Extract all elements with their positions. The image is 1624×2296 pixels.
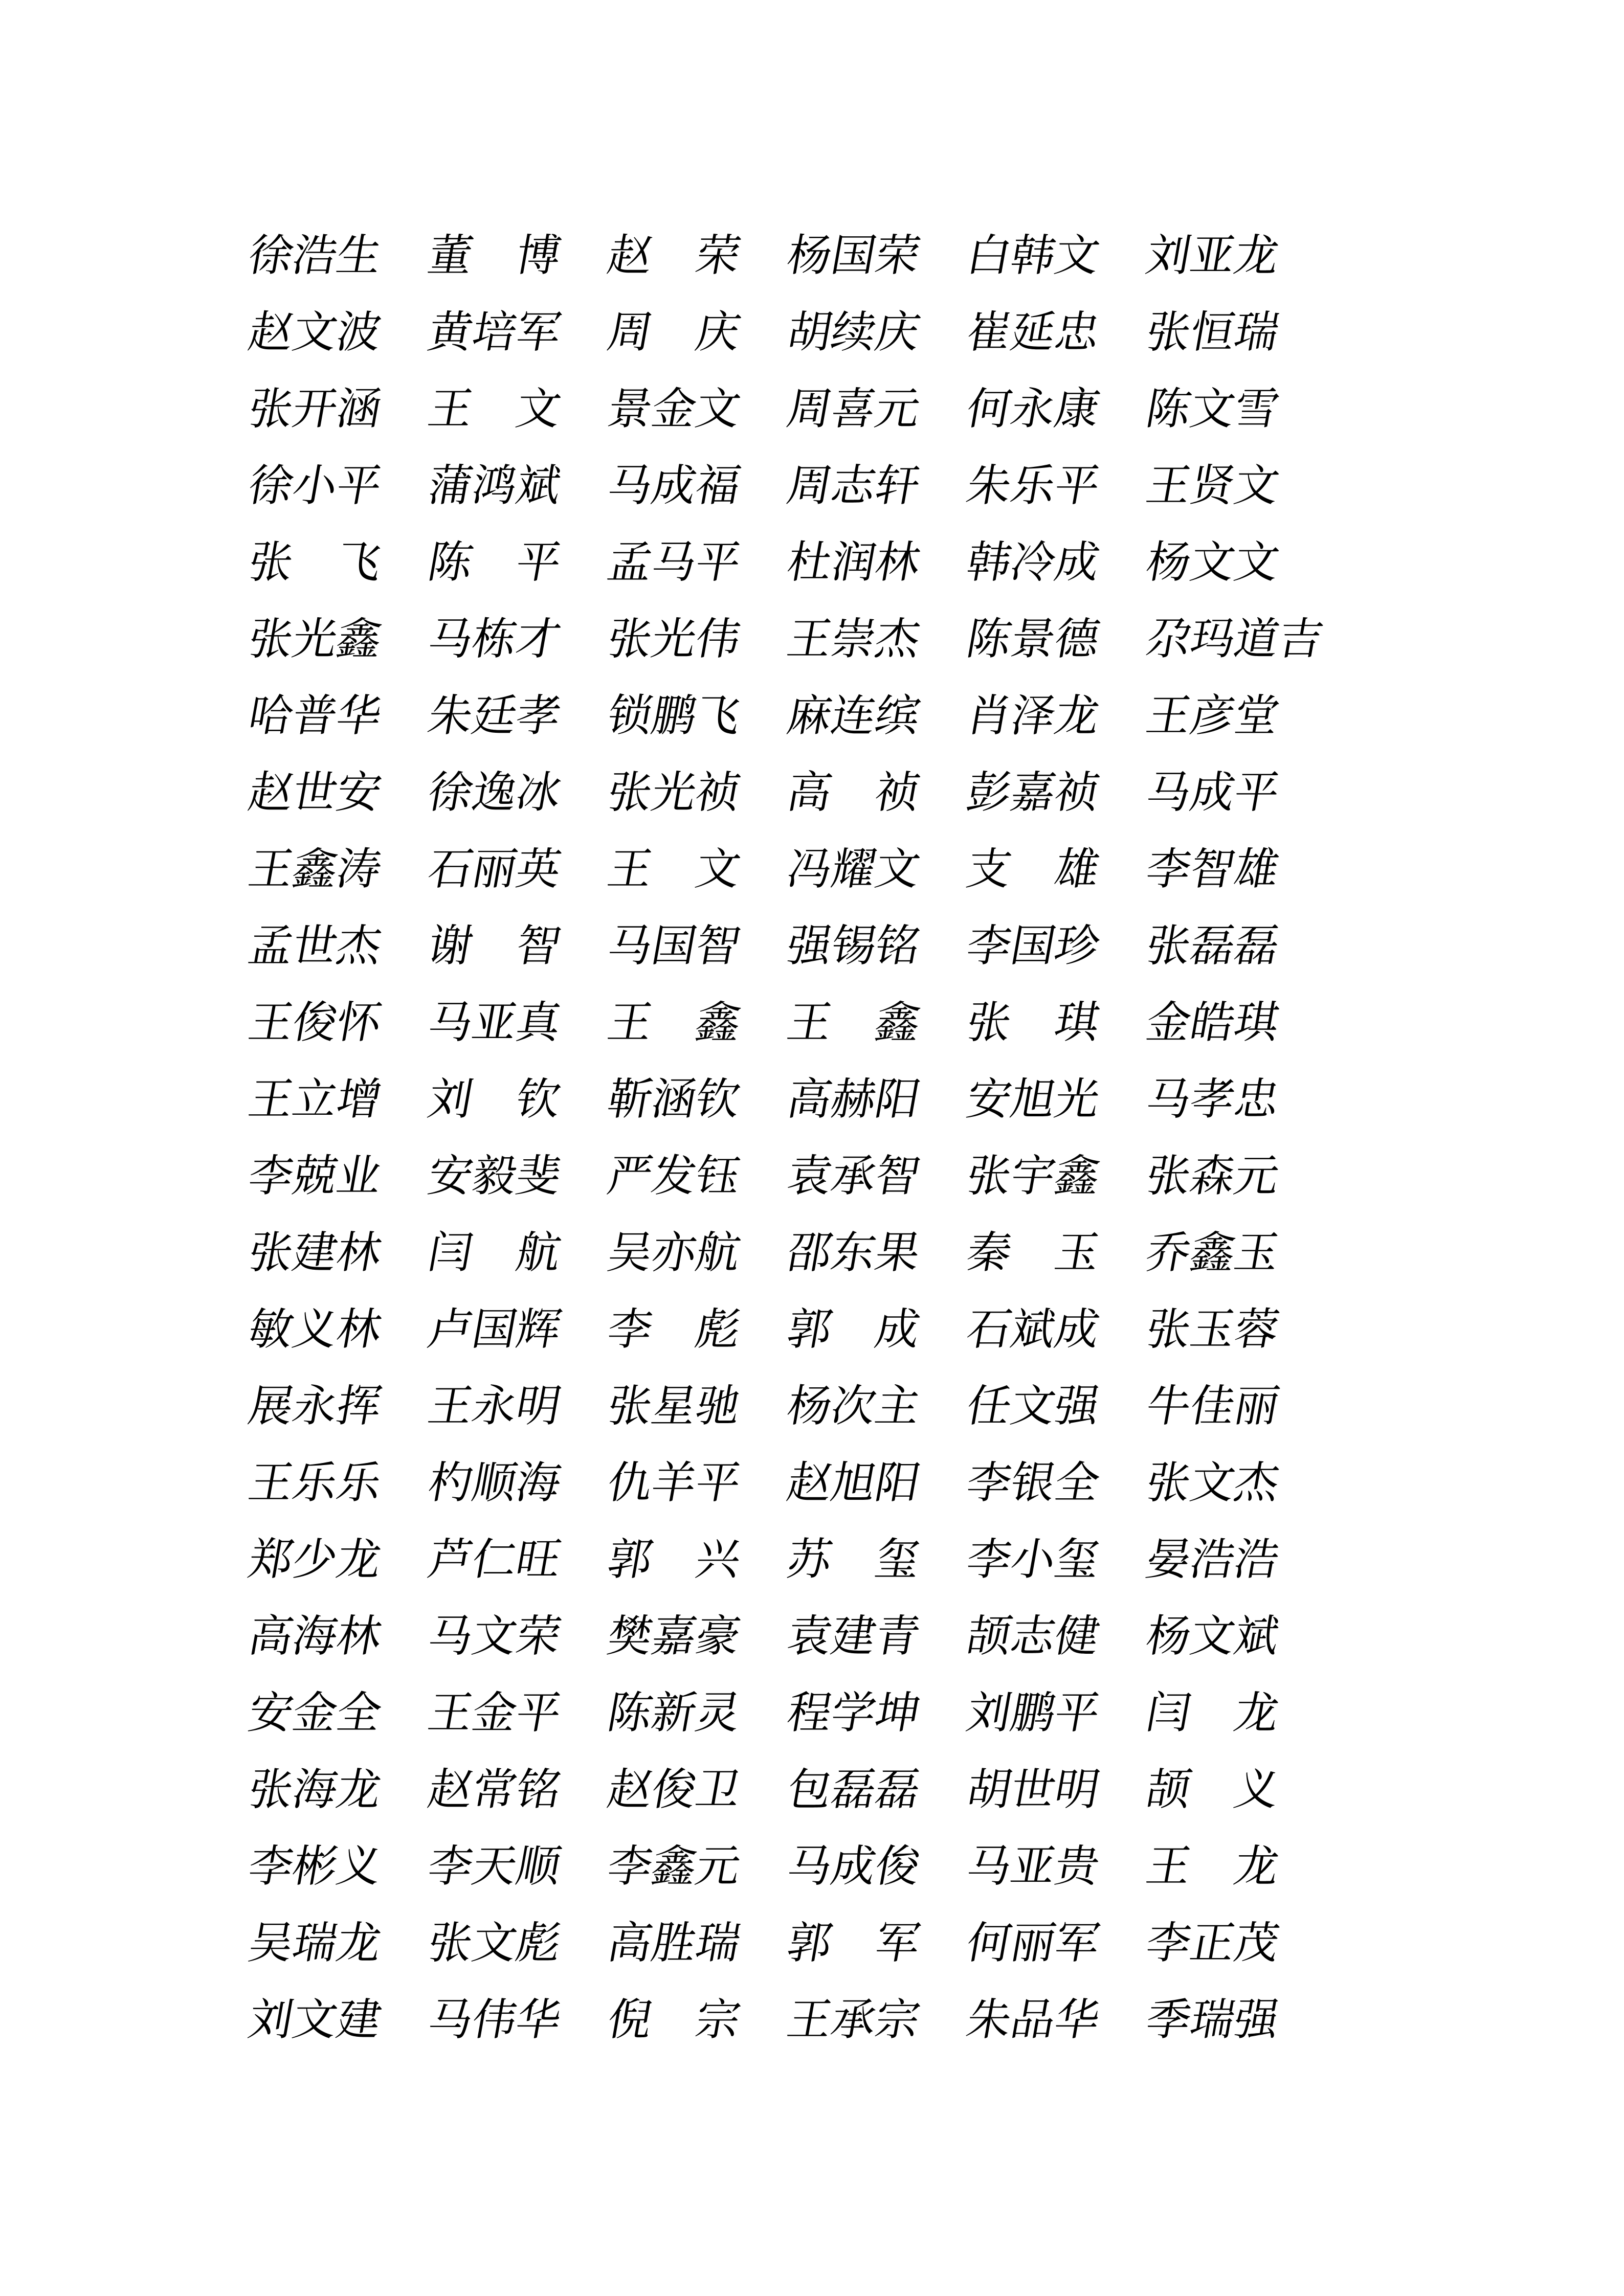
person-name: 邵东果 xyxy=(783,1228,924,1277)
person-name: 王崇杰 xyxy=(783,615,924,664)
person-name: 闫 龙 xyxy=(1142,1689,1283,1738)
person-name: 颉志健 xyxy=(963,1612,1104,1661)
person-name: 郭 成 xyxy=(783,1305,924,1354)
person-name: 徐小平 xyxy=(244,461,386,510)
person-name: 赵 荣 xyxy=(604,231,745,280)
person-name: 张文彪 xyxy=(424,1919,565,1968)
person-name: 袁建青 xyxy=(783,1612,924,1661)
person-name: 李银全 xyxy=(963,1458,1104,1507)
person-name: 冯耀文 xyxy=(783,845,924,894)
person-name: 王俊怀 xyxy=(244,998,386,1047)
person-name: 尕玛道吉 xyxy=(1142,615,1327,664)
person-name: 张建林 xyxy=(244,1228,386,1277)
person-name: 李彬义 xyxy=(244,1842,386,1891)
person-name: 芦仁旺 xyxy=(424,1535,565,1584)
person-name: 李天顺 xyxy=(424,1842,565,1891)
person-name: 王乐乐 xyxy=(244,1458,386,1507)
person-name: 徐逸冰 xyxy=(424,768,565,817)
person-name: 王 文 xyxy=(424,385,565,434)
person-name: 陈 平 xyxy=(424,538,565,587)
person-name: 晏浩浩 xyxy=(1142,1535,1283,1584)
person-name: 李鑫元 xyxy=(604,1842,745,1891)
person-name: 李 彪 xyxy=(604,1305,745,1354)
person-name: 张 飞 xyxy=(244,538,386,587)
person-name: 季瑞强 xyxy=(1142,1995,1283,2044)
person-name: 孟世杰 xyxy=(244,921,386,971)
person-name: 马亚贵 xyxy=(963,1842,1104,1891)
person-name: 韩冷成 xyxy=(963,538,1104,587)
person-name: 肖泽龙 xyxy=(963,691,1104,740)
person-name: 赵世安 xyxy=(244,768,386,817)
person-name: 高 祯 xyxy=(783,768,924,817)
person-name: 严发钰 xyxy=(604,1152,745,1201)
person-name: 杨文文 xyxy=(1142,538,1283,587)
person-name: 樊嘉豪 xyxy=(604,1612,745,1661)
person-name: 马国智 xyxy=(604,921,745,971)
person-name: 张恒瑞 xyxy=(1142,308,1283,357)
person-name: 苏 玺 xyxy=(783,1535,924,1584)
person-name: 蒲鸿斌 xyxy=(424,461,565,510)
person-name: 哈普华 xyxy=(244,691,386,740)
person-name: 陈景德 xyxy=(963,615,1104,664)
person-name: 何永康 xyxy=(963,385,1104,434)
person-name: 孟马平 xyxy=(604,538,745,587)
person-name: 王永明 xyxy=(424,1382,565,1431)
person-name: 展永挥 xyxy=(244,1382,386,1431)
person-name: 刘文建 xyxy=(244,1995,386,2044)
person-name: 王 龙 xyxy=(1142,1842,1283,1891)
person-name: 颉 义 xyxy=(1142,1765,1283,1814)
person-name: 牛佳丽 xyxy=(1142,1382,1283,1431)
person-name: 周 庆 xyxy=(604,308,745,357)
person-name: 倪 宗 xyxy=(604,1995,745,2044)
person-name: 安金全 xyxy=(244,1689,386,1738)
person-name: 杨文斌 xyxy=(1142,1612,1283,1661)
person-name: 胡续庆 xyxy=(783,308,924,357)
person-name: 胡世明 xyxy=(963,1765,1104,1814)
person-name: 马成俊 xyxy=(783,1842,924,1891)
person-name: 陈文雪 xyxy=(1142,385,1283,434)
person-name: 安旭光 xyxy=(963,1075,1104,1124)
person-name: 李正茂 xyxy=(1142,1919,1283,1968)
person-name: 赵常铭 xyxy=(424,1765,565,1814)
person-name: 乔鑫玉 xyxy=(1142,1228,1283,1277)
person-name: 麻连缤 xyxy=(783,691,924,740)
person-name: 金皓琪 xyxy=(1142,998,1283,1047)
person-name: 李智雄 xyxy=(1142,845,1283,894)
person-name: 张文杰 xyxy=(1142,1458,1283,1507)
person-name: 董 博 xyxy=(424,231,565,280)
person-name: 赵旭阳 xyxy=(783,1458,924,1507)
person-name: 卢国辉 xyxy=(424,1305,565,1354)
person-name: 郭 兴 xyxy=(604,1535,745,1584)
person-name: 马成平 xyxy=(1142,768,1283,817)
person-name: 何丽军 xyxy=(963,1919,1104,1968)
person-name: 王 鑫 xyxy=(604,998,745,1047)
person-name: 包磊磊 xyxy=(783,1765,924,1814)
person-name: 支 雄 xyxy=(963,845,1104,894)
person-name: 赵文波 xyxy=(244,308,386,357)
person-name: 吴瑞龙 xyxy=(244,1919,386,1968)
person-name: 秦 玉 xyxy=(963,1228,1104,1277)
person-name: 锁鹏飞 xyxy=(604,691,745,740)
person-name: 张光鑫 xyxy=(244,615,386,664)
person-name: 王承宗 xyxy=(783,1995,924,2044)
person-name: 陈新灵 xyxy=(604,1689,745,1738)
person-name: 高海林 xyxy=(244,1612,386,1661)
person-name: 张玉蓉 xyxy=(1142,1305,1283,1354)
person-name: 杜润林 xyxy=(783,538,924,587)
person-name: 张宇鑫 xyxy=(963,1152,1104,1201)
person-name: 闫 航 xyxy=(424,1228,565,1277)
person-name: 崔延忠 xyxy=(963,308,1104,357)
person-name: 强锡铭 xyxy=(783,921,924,971)
person-name: 高赫阳 xyxy=(783,1075,924,1124)
person-name: 朱乐平 xyxy=(963,461,1104,510)
person-name: 杨国荣 xyxy=(783,231,924,280)
person-name: 吴亦航 xyxy=(604,1228,745,1277)
person-name: 靳涵钦 xyxy=(604,1075,745,1124)
person-name: 白韩文 xyxy=(963,231,1104,280)
person-name: 张光伟 xyxy=(604,615,745,664)
person-name: 安毅斐 xyxy=(424,1152,565,1201)
person-name: 周喜元 xyxy=(783,385,924,434)
person-name: 朱廷孝 xyxy=(424,691,565,740)
person-name: 马亚真 xyxy=(424,998,565,1047)
person-name: 朱品华 xyxy=(963,1995,1104,2044)
person-name: 王立增 xyxy=(244,1075,386,1124)
person-name: 李小玺 xyxy=(963,1535,1104,1584)
person-name: 马孝忠 xyxy=(1142,1075,1283,1124)
person-name: 彭嘉祯 xyxy=(963,768,1104,817)
person-name: 张星驰 xyxy=(604,1382,745,1431)
person-name: 张 琪 xyxy=(963,998,1104,1047)
person-name: 程学坤 xyxy=(783,1689,924,1738)
person-name: 张磊磊 xyxy=(1142,921,1283,971)
person-name: 谢 智 xyxy=(424,921,565,971)
person-name: 王金平 xyxy=(424,1689,565,1738)
person-name: 马栋才 xyxy=(424,615,565,664)
person-name: 石斌成 xyxy=(963,1305,1104,1354)
person-name: 马文荣 xyxy=(424,1612,565,1661)
person-name: 王 文 xyxy=(604,845,745,894)
person-name: 王贤文 xyxy=(1142,461,1283,510)
person-name: 马成福 xyxy=(604,461,745,510)
person-name: 王彦堂 xyxy=(1142,691,1283,740)
person-name: 徐浩生 xyxy=(244,231,386,280)
person-name: 景金文 xyxy=(604,385,745,434)
person-name: 刘鹏平 xyxy=(963,1689,1104,1738)
name-grid xyxy=(244,217,1327,2058)
person-name: 刘 钦 xyxy=(424,1075,565,1124)
person-name: 赵俊卫 xyxy=(604,1765,745,1814)
person-name: 周志轩 xyxy=(783,461,924,510)
person-name: 石丽英 xyxy=(424,845,565,894)
person-name: 刘亚龙 xyxy=(1142,231,1283,280)
person-name: 张开涵 xyxy=(244,385,386,434)
person-name: 杓顺海 xyxy=(424,1458,565,1507)
person-name: 郑少龙 xyxy=(244,1535,386,1584)
person-name: 李兢业 xyxy=(244,1152,386,1201)
person-name: 张海龙 xyxy=(244,1765,386,1814)
person-name: 任文强 xyxy=(963,1382,1104,1431)
person-name: 高胜瑞 xyxy=(604,1919,745,1968)
person-name: 敏义林 xyxy=(244,1305,386,1354)
person-name: 袁承智 xyxy=(783,1152,924,1201)
person-name: 王 鑫 xyxy=(783,998,924,1047)
person-name: 马伟华 xyxy=(424,1995,565,2044)
person-name: 王鑫涛 xyxy=(244,845,386,894)
person-name: 杨次主 xyxy=(783,1382,924,1431)
person-name: 张光祯 xyxy=(604,768,745,817)
person-name: 郭 军 xyxy=(783,1919,924,1968)
person-name: 张森元 xyxy=(1142,1152,1283,1201)
person-name: 黄培军 xyxy=(424,308,565,357)
person-name: 李国珍 xyxy=(963,921,1104,971)
person-name: 仇羊平 xyxy=(604,1458,745,1507)
